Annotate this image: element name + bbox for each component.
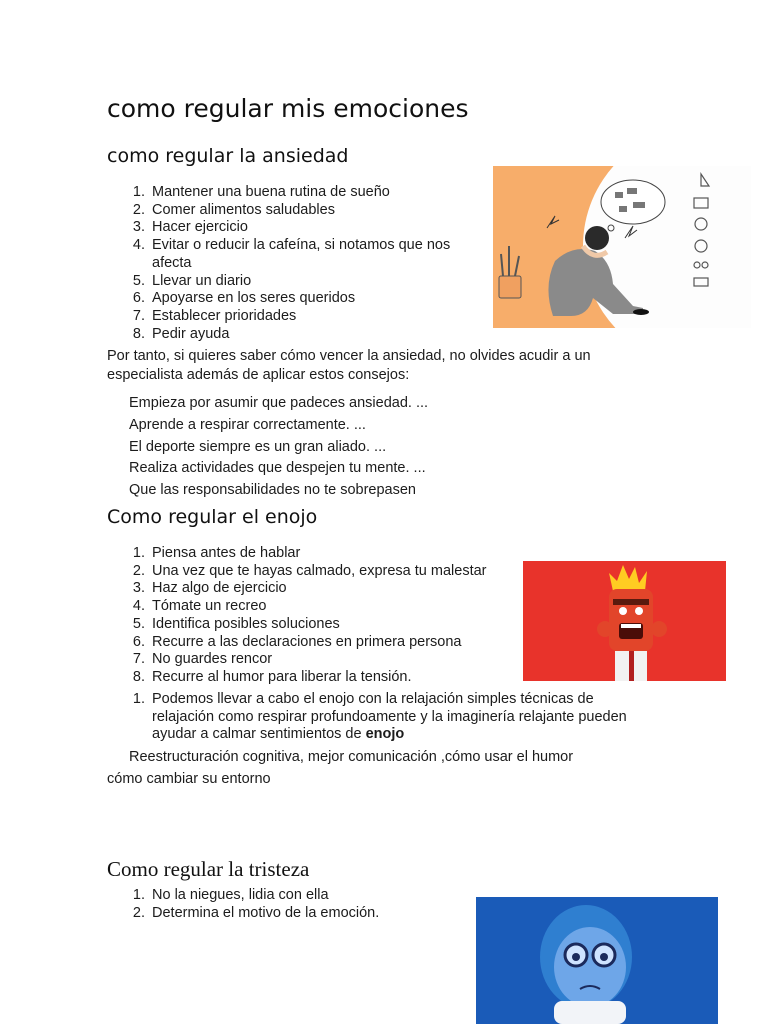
list-number: 1. bbox=[132, 545, 145, 561]
list-item bbox=[107, 563, 486, 581]
white-panel bbox=[651, 166, 751, 328]
tip-item: Empieza por asumir que padeces ansiedad. ... bbox=[129, 395, 429, 411]
list-item bbox=[107, 905, 379, 923]
list-number: 1. bbox=[132, 887, 145, 903]
list-item bbox=[107, 219, 450, 237]
list-item bbox=[107, 651, 486, 669]
list-number: 3. bbox=[132, 219, 145, 236]
list-line bbox=[152, 726, 627, 744]
list-text: Recurre al humor para liberar la tensión. bbox=[152, 668, 412, 685]
anger-fist bbox=[651, 621, 667, 637]
tip-item: Aprende a respirar correctamente. ... bbox=[129, 416, 366, 433]
list-text: No la niegues, lidia con ella bbox=[152, 887, 329, 903]
list-number: 5. bbox=[132, 272, 145, 289]
list-number: 4. bbox=[132, 598, 145, 615]
list-item bbox=[107, 580, 486, 598]
list-text: Recurre a las declaraciones en primera persona bbox=[152, 633, 462, 650]
list-number bbox=[107, 255, 152, 273]
list-item bbox=[107, 616, 486, 634]
list-text: Pedir ayuda bbox=[152, 325, 230, 342]
list-number: 3. bbox=[132, 580, 145, 597]
list-number: 6. bbox=[132, 633, 145, 650]
list-item bbox=[107, 634, 486, 652]
anger-line-b: cómo cambiar su entorno bbox=[107, 771, 271, 787]
list-number: 7. bbox=[132, 307, 145, 324]
tip-item: Que las responsabilidades no te sobrepasen bbox=[129, 482, 416, 499]
person-head bbox=[585, 226, 609, 250]
sadness-eye bbox=[600, 953, 608, 961]
anger-brows bbox=[613, 599, 649, 605]
list-item bbox=[107, 273, 450, 291]
list-text: Una vez que te hayas calmado, expresa tu malestar bbox=[152, 562, 487, 579]
list-text: Tómate un recreo bbox=[152, 598, 267, 615]
list-text: Piensa antes de hablar bbox=[152, 545, 301, 561]
list-text: Hacer ejercicio bbox=[152, 219, 248, 236]
anger-illustration bbox=[523, 561, 726, 681]
tip-item: Realiza actividades que despejen tu mente. ... bbox=[129, 460, 426, 477]
anger-head bbox=[609, 589, 653, 651]
bold-word: enojo bbox=[365, 726, 405, 743]
paragraph-line: Por tanto, si quieres saber cómo vencer la ansiedad, no olvides acudir a un bbox=[107, 348, 591, 364]
list-text: Llevar un diario bbox=[152, 272, 252, 289]
list-text: Identifica posibles soluciones bbox=[152, 615, 340, 632]
list-number: 2. bbox=[132, 201, 145, 218]
list-item bbox=[107, 545, 486, 563]
list-number: 4. bbox=[132, 237, 145, 254]
list-line: relajación como respirar profundoamente y la imaginería relajante pueden bbox=[152, 708, 627, 725]
anger-eye bbox=[635, 607, 643, 615]
list-line: Podemos llevar a cabo el enojo con la relajación simples técnicas de bbox=[152, 691, 594, 707]
list-number: 5. bbox=[132, 615, 145, 632]
anger-illustration-svg bbox=[523, 561, 726, 681]
sadness-heading: Como regular la tristeza bbox=[107, 857, 310, 881]
list-item bbox=[107, 887, 379, 905]
list-number: 1. bbox=[132, 691, 145, 707]
anxiety-paragraph bbox=[107, 347, 591, 385]
list-text: Mantener una buena rutina de sueño bbox=[152, 184, 390, 200]
list-number: 8. bbox=[132, 668, 145, 685]
plant-pot bbox=[499, 276, 521, 298]
list-item bbox=[107, 308, 450, 326]
list-text: Determina el motivo de la emoción. bbox=[152, 904, 380, 921]
anger-extra-list bbox=[107, 691, 627, 744]
anxiety-heading: como regular la ansiedad bbox=[107, 145, 349, 167]
anxiety-tips bbox=[129, 393, 428, 502]
anger-teeth bbox=[621, 624, 641, 628]
sadness-list bbox=[107, 887, 379, 922]
list-item bbox=[107, 598, 486, 616]
list-item bbox=[107, 202, 450, 220]
list-item bbox=[107, 184, 450, 202]
anger-fist bbox=[597, 621, 613, 637]
list-text: Evitar o reducir la cafeína, si notamos que nos bbox=[152, 237, 451, 254]
list-text bbox=[152, 691, 627, 744]
anxiety-illustration bbox=[493, 166, 751, 328]
list-text: Haz algo de ejercicio bbox=[152, 580, 287, 597]
sadness-illustration bbox=[476, 897, 718, 1024]
sadness-eye bbox=[572, 953, 580, 961]
list-number: 2. bbox=[132, 562, 145, 579]
list-item bbox=[107, 669, 486, 687]
list-number: 6. bbox=[132, 290, 145, 307]
list-text: Comer alimentos saludables bbox=[152, 201, 335, 218]
anxiety-illustration-svg bbox=[493, 166, 751, 328]
list-number: 7. bbox=[132, 651, 145, 668]
anxiety-list bbox=[107, 184, 450, 343]
list-item bbox=[107, 290, 450, 308]
person-shoe bbox=[633, 309, 649, 315]
list-number: 8. bbox=[132, 325, 145, 342]
list-text: afecta bbox=[152, 254, 192, 271]
anger-line-a: Reestructuración cognitiva, mejor comunicación ,cómo usar el humor bbox=[129, 749, 574, 765]
list-item bbox=[107, 691, 627, 744]
list-line-text: ayudar a calmar sentimientos de bbox=[152, 726, 366, 743]
anger-eye bbox=[619, 607, 627, 615]
list-item bbox=[107, 326, 450, 344]
paragraph-line: especialista además de aplicar estos consejos: bbox=[107, 367, 410, 383]
tip-item: El deporte siempre es un gran aliado. ... bbox=[129, 438, 387, 455]
list-text: No guardes rencor bbox=[152, 651, 273, 668]
anger-tie bbox=[629, 651, 634, 681]
anger-list bbox=[107, 545, 486, 687]
sadness-face bbox=[554, 927, 626, 1007]
sadness-sweater bbox=[554, 1001, 626, 1024]
list-item bbox=[107, 237, 450, 255]
sadness-illustration-svg bbox=[476, 897, 718, 1024]
anger-heading: Como regular el enojo bbox=[107, 506, 318, 528]
page-title: como regular mis emociones bbox=[107, 94, 469, 123]
list-text: Apoyarse en los seres queridos bbox=[152, 290, 356, 307]
list-item bbox=[107, 255, 450, 273]
list-number: 1. bbox=[132, 184, 145, 200]
list-text: Establecer prioridades bbox=[152, 307, 297, 324]
list-number: 2. bbox=[132, 904, 145, 921]
